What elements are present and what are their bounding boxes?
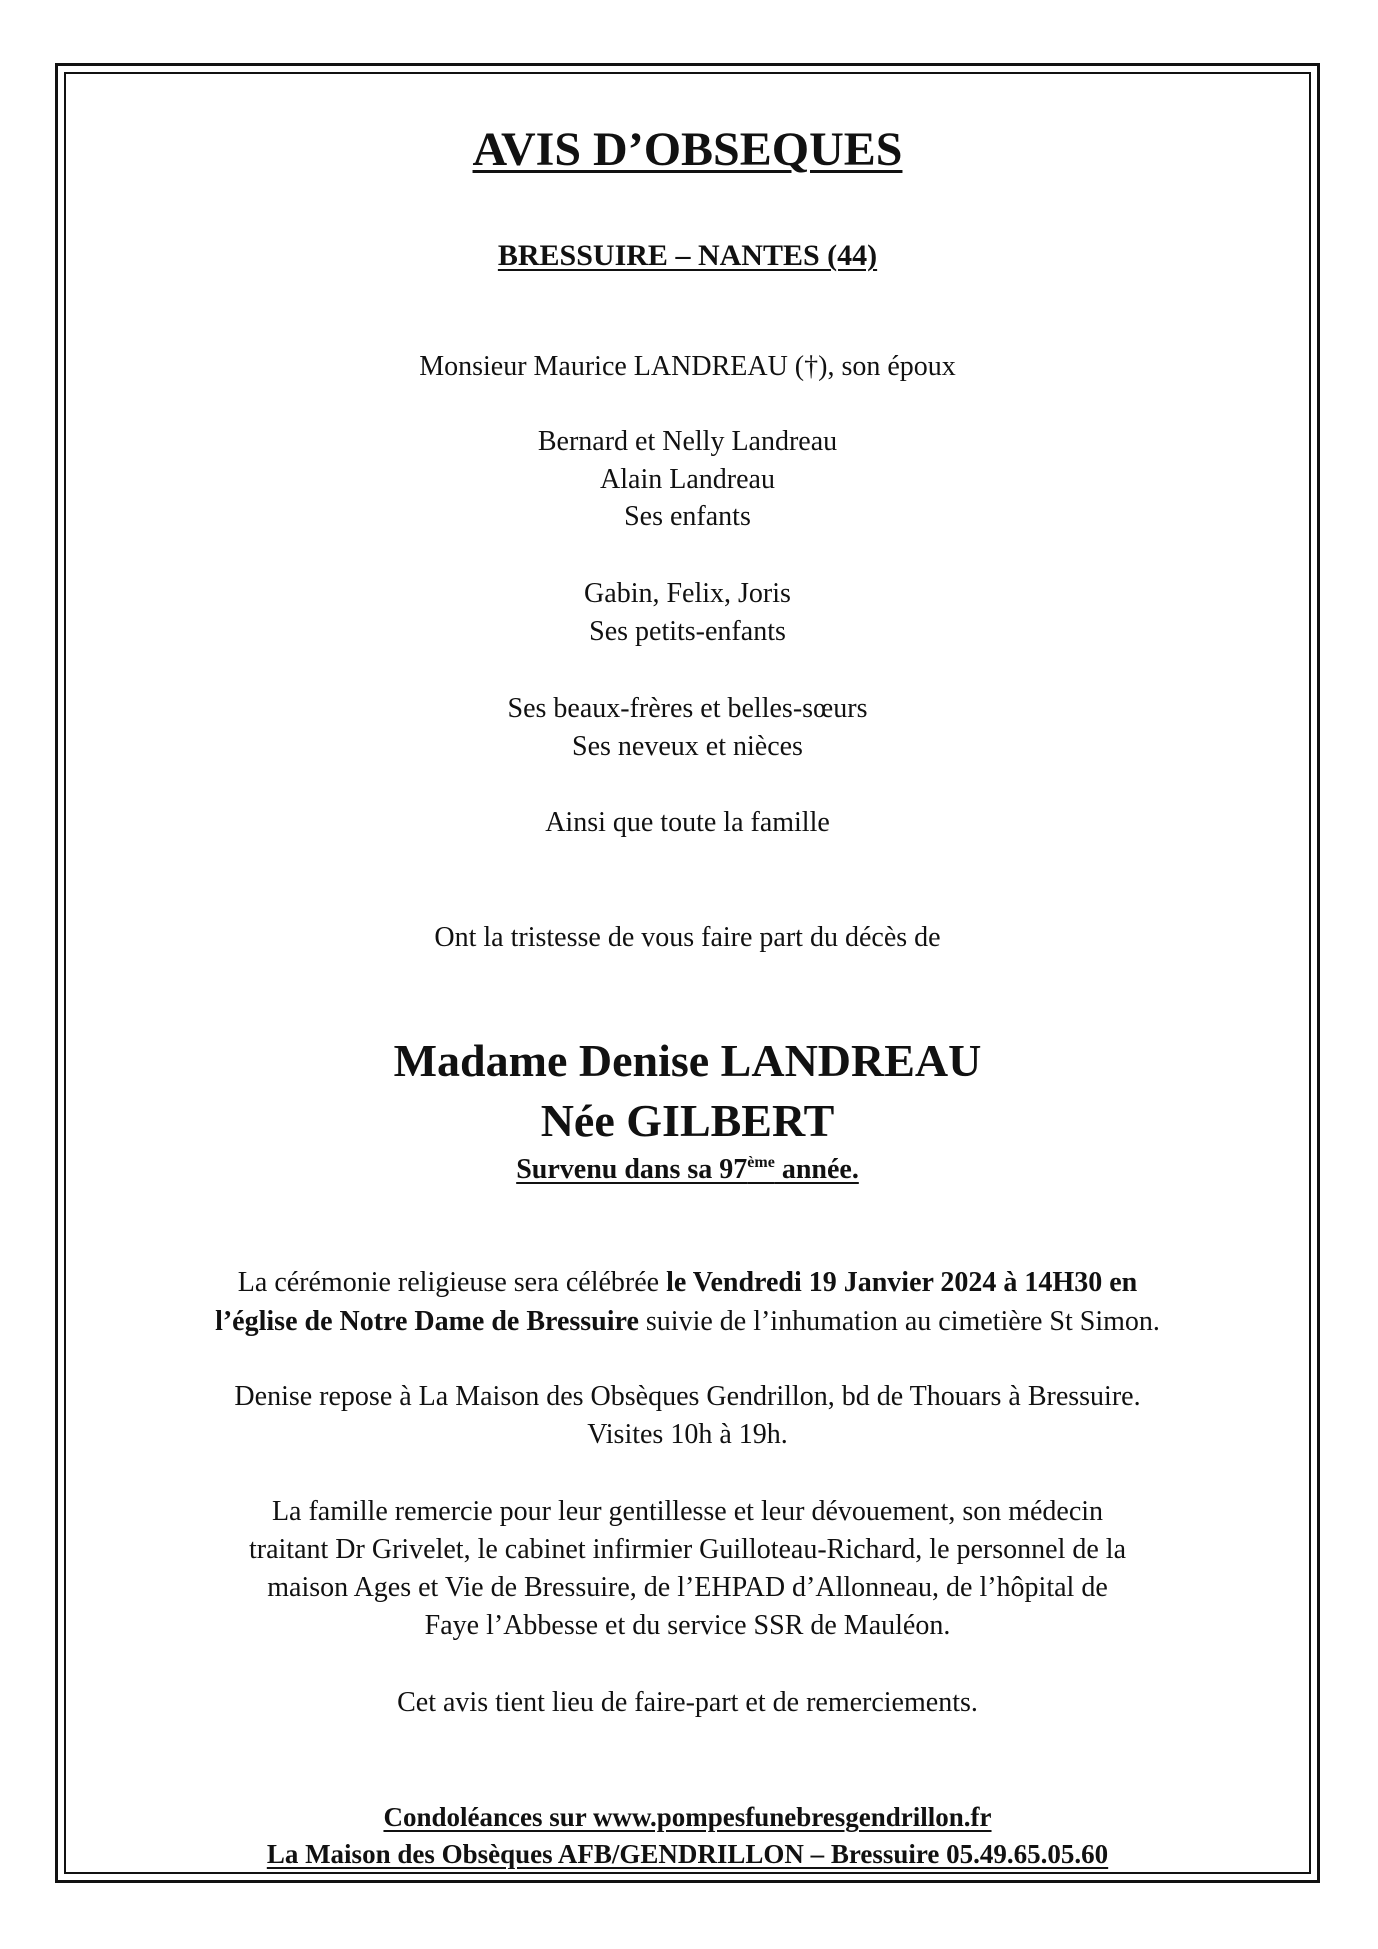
grandchildren-label: Ses petits-enfants (589, 616, 786, 647)
in-laws-line: Ses beaux-frères et belles-sœurs (507, 693, 868, 724)
grandchildren-line: Gabin, Felix, Joris (584, 578, 791, 609)
condolences-line (64, 1802, 1311, 1833)
age-line (64, 1154, 1311, 1186)
children-label: Ses enfants (624, 501, 751, 532)
notice-title: AVIS D’OBSEQUES (472, 123, 903, 176)
thanks-line: traitant Dr Grivelet, le cabinet infirmier Guilloteau-Richard, le personnel de la (249, 1534, 1126, 1565)
deceased-name: Madame Denise LANDREAU (393, 1035, 982, 1086)
company-line (64, 1839, 1311, 1870)
rest-location-line: Denise repose à La Maison des Obsèques Gendrillon, bd de Thouars à Bressuire. (234, 1381, 1141, 1412)
nephews-line: Ses neveux et nièces (572, 731, 803, 762)
thanks-line: Faye l’Abbesse et du service SSR de Mauléon. (424, 1610, 951, 1641)
spouse-line: Monsieur Maurice LANDREAU (†), son époux (419, 351, 956, 382)
visiting-hours-line: Visites 10h à 19h. (587, 1419, 788, 1450)
announcement-intro: Ont la tristesse de vous faire part du décès de (434, 922, 941, 953)
notice-location: BRESSUIRE – NANTES (44) (497, 239, 878, 272)
ceremony-line-1: La cérémonie religieuse sera célébrée le Vendredi 19 Janvier 2024 à 14H30 en (237, 1267, 1138, 1298)
child-line: Bernard et Nelly Landreau (537, 426, 838, 457)
whole-family-line: Ainsi que toute la famille (545, 807, 830, 838)
maiden-name: Née GILBERT (540, 1095, 835, 1146)
ceremony-line-2: l’église de Notre Dame de Bressuire suivie de l’inhumation au cimetière St Simon. (215, 1306, 1160, 1337)
thanks-line: La famille remercie pour leur gentillesse et leur dévouement, son médecin (271, 1496, 1104, 1527)
notice-statement: Cet avis tient lieu de faire-part et de remerciements. (397, 1687, 978, 1718)
age-text: Survenu dans sa 97ème année. (516, 1154, 859, 1185)
child-line: Alain Landreau (600, 464, 775, 495)
thanks-line: maison Ages et Vie de Bressuire, de l’EHPAD d’Allonneau, de l’hôpital de (267, 1572, 1108, 1603)
company-contact: La Maison des Obsèques AFB/GENDRILLON – Bressuire 05.49.65.05.60 (266, 1839, 1109, 1869)
condolences-link[interactable]: Condoléances sur www.pompesfunebresgendrillon.fr (383, 1802, 992, 1832)
